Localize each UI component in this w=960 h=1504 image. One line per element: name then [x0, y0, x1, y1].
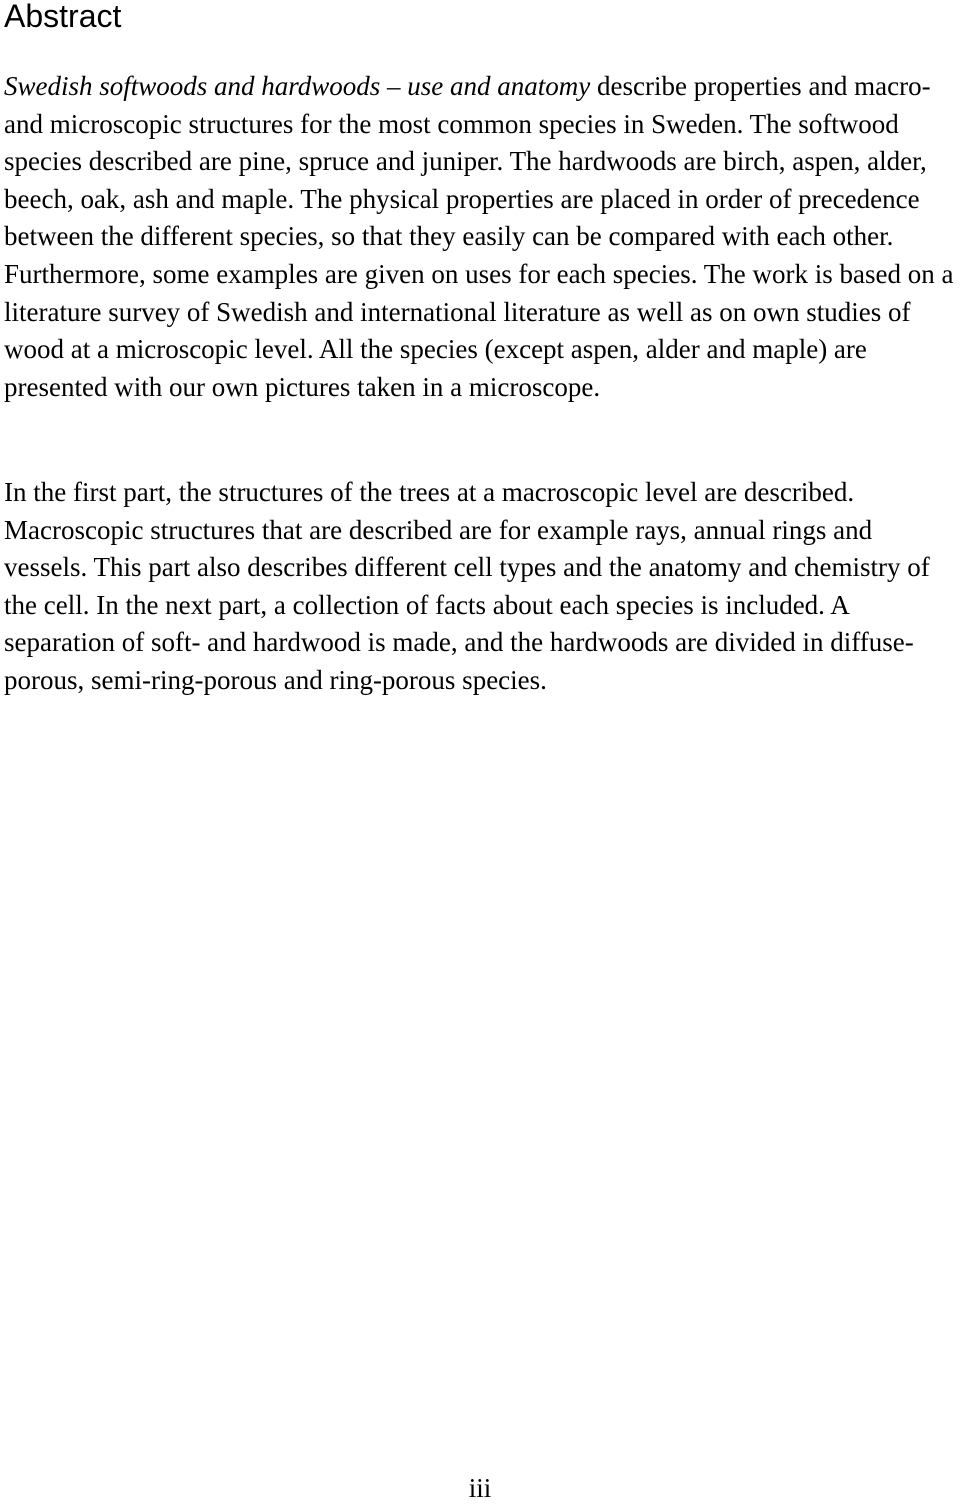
abstract-paragraph-2: In the first part, the structures of the trees at a macroscopic level are described. Macroscopic structures that are described are for example rays, annual rings and vessels. This part also describes different cell types and the anatomy and chemistry of the cell. In the next part, a collection of facts about each species is included. A separation of soft- and hardwood is made, and the hardwoods are divided in diffuse-porous, semi-ring-porous and ring-porous species. — [4, 477, 930, 695]
abstract-paragraph-1-text: describe properties and macro- and microscopic structures for the most common species in Sweden. The softwood species described are pine, spruce and juniper. The hardwoods are birch, aspen, alder, beech, oak, ash and maple. The physical properties are placed in order of precedence between the different species, so that they easily can be compared with each other. Furthermore, some examples are given on uses for each species. The work is based on a literature survey of Swedish and international literature as well as on own studies of wood at a microscopic level. All the species (except aspen, alder and maple) are presented with our own pictures taken in a microscope. — [4, 71, 954, 402]
abstract-paragraph-1 — [4, 68, 958, 406]
report-title-italic: Swedish softwoods and hardwoods – use and anatomy — [4, 71, 591, 101]
page-number: iii — [468, 1473, 492, 1503]
section-heading: Abstract — [4, 0, 122, 34]
